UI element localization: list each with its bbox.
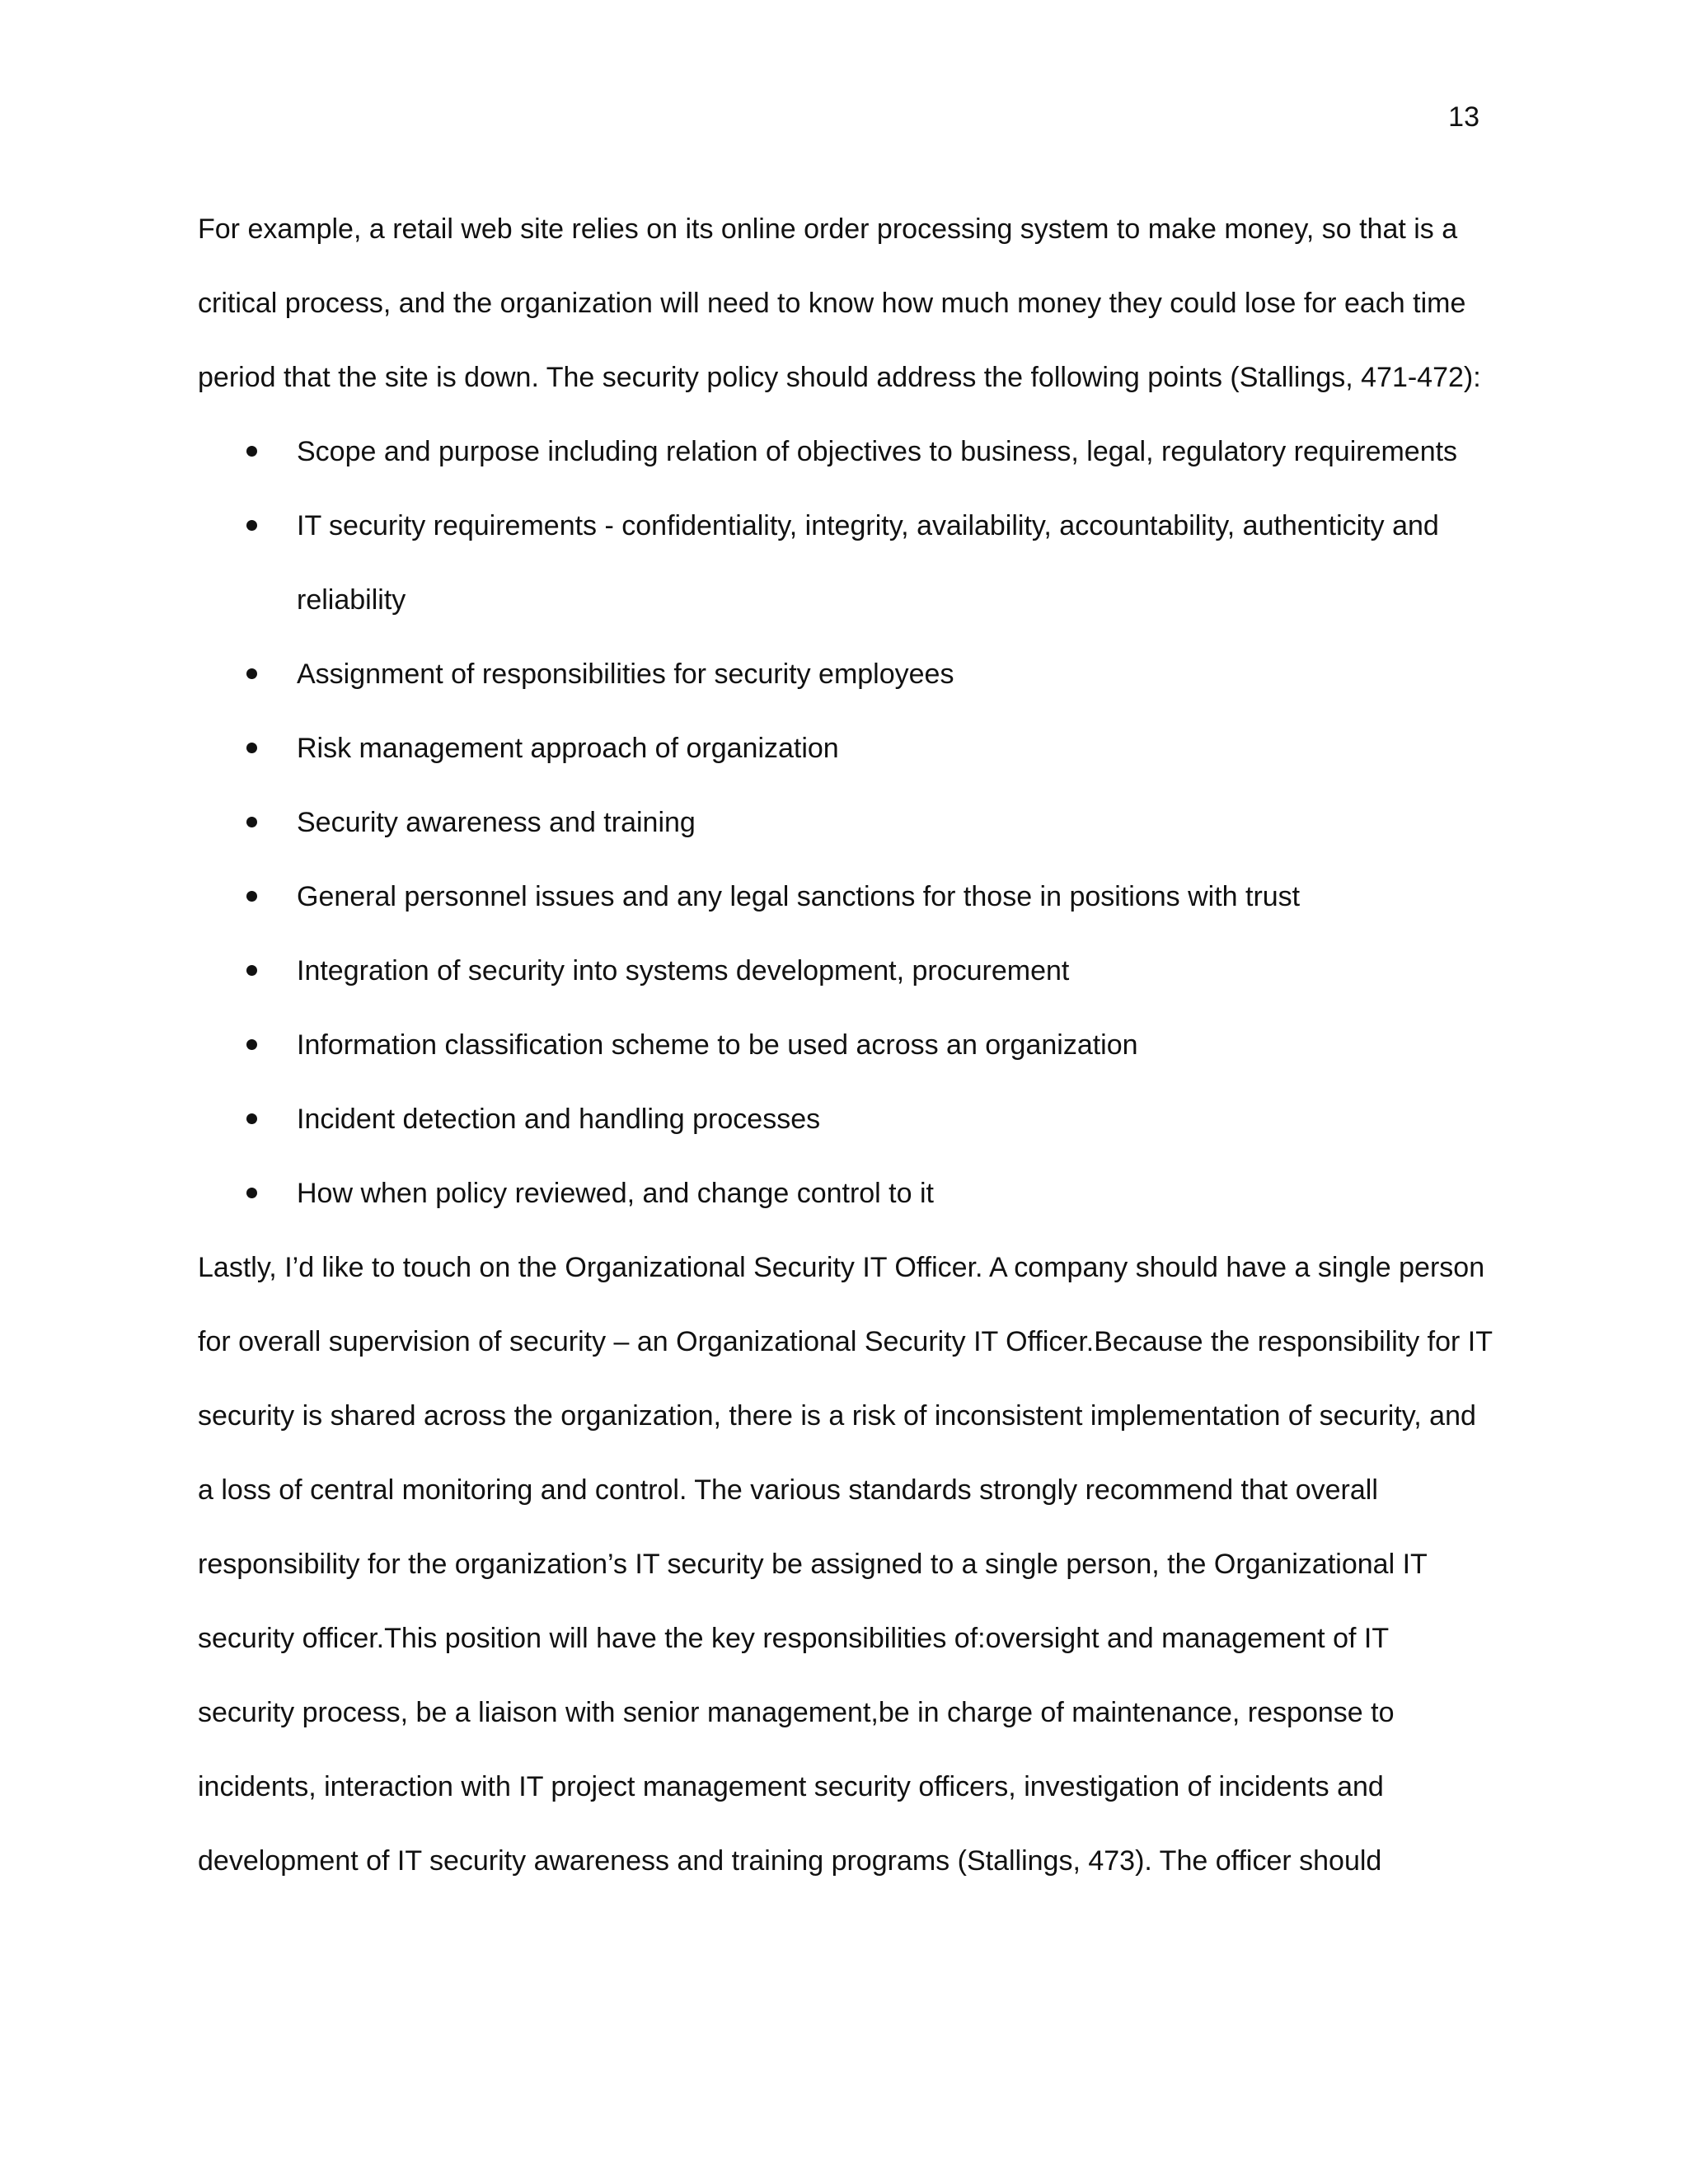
list-item-text: Integration of security into systems development, procurement bbox=[297, 955, 1070, 987]
list-item-text: reliability bbox=[297, 584, 406, 616]
list-item bbox=[198, 637, 1485, 711]
closing-line: Lastly, I’d like to touch on the Organizational Security IT Officer. A company should have a single person bbox=[198, 1252, 1485, 1283]
closing-line: a loss of central monitoring and control. The various standards strongly recommend that overall bbox=[198, 1474, 1378, 1506]
policy-points-list bbox=[198, 415, 1485, 1230]
closing-paragraph bbox=[198, 1230, 1493, 1898]
list-item bbox=[198, 1156, 1485, 1230]
bullet-icon bbox=[246, 446, 257, 457]
list-item-text: Scope and purpose including relation of objectives to business, legal, regulatory requirements bbox=[297, 436, 1458, 467]
intro-line: period that the site is down. The security policy should address the following points (Stallings, 471-472): bbox=[198, 362, 1481, 393]
bullet-icon bbox=[246, 965, 257, 976]
list-item bbox=[198, 1008, 1485, 1082]
closing-line: for overall supervision of security – an Organizational Security IT Officer.Because the responsibility for IT bbox=[198, 1326, 1493, 1357]
closing-line: security process, be a liaison with senior management,be in charge of maintenance, response to bbox=[198, 1697, 1395, 1728]
list-item-text: Security awareness and training bbox=[297, 807, 696, 838]
bullet-icon bbox=[246, 1188, 257, 1198]
list-item bbox=[198, 934, 1485, 1008]
bullet-icon bbox=[246, 891, 257, 902]
list-item-text: Incident detection and handling processes bbox=[297, 1104, 821, 1135]
list-item-text: Risk management approach of organization bbox=[297, 733, 839, 764]
intro-paragraph bbox=[198, 192, 1485, 415]
list-item bbox=[198, 711, 1485, 785]
list-item-text: How when policy reviewed, and change control to it bbox=[297, 1178, 934, 1209]
list-item-text: General personnel issues and any legal sanctions for those in positions with trust bbox=[297, 881, 1301, 912]
closing-line: responsibility for the organization’s IT security be assigned to a single person, the Organizational IT bbox=[198, 1549, 1428, 1580]
bullet-icon bbox=[246, 520, 257, 531]
list-item bbox=[198, 415, 1485, 489]
bullet-icon bbox=[246, 1039, 257, 1050]
bullet-icon bbox=[246, 817, 257, 827]
page-number: 13 bbox=[1448, 101, 1479, 133]
list-item bbox=[198, 1082, 1485, 1156]
list-item bbox=[198, 860, 1485, 934]
intro-line: critical process, and the organization will need to know how much money they could lose for each time bbox=[198, 288, 1466, 319]
list-item-text: IT security requirements - confidentiality, integrity, availability, accountability, authenticity and bbox=[297, 510, 1439, 541]
list-item-text: Information classification scheme to be used across an organization bbox=[297, 1029, 1138, 1061]
closing-line: security officer.This position will have the key responsibilities of:oversight and management of IT bbox=[198, 1623, 1390, 1654]
bullet-icon bbox=[246, 668, 257, 679]
list-item-text: Assignment of responsibilities for security employees bbox=[297, 658, 954, 690]
intro-line: For example, a retail web site relies on its online order processing system to make money, so that is a bbox=[198, 213, 1458, 245]
closing-line: security is shared across the organization, there is a risk of inconsistent implementation of security, and bbox=[198, 1400, 1476, 1432]
closing-line: development of IT security awareness and training programs (Stallings, 473). The officer should bbox=[198, 1845, 1382, 1877]
bullet-icon bbox=[246, 1113, 257, 1124]
closing-line: incidents, interaction with IT project management security officers, investigation of incidents and bbox=[198, 1771, 1384, 1802]
list-item bbox=[198, 785, 1485, 860]
page-content bbox=[198, 192, 1493, 1898]
bullet-icon bbox=[246, 743, 257, 753]
list-item bbox=[198, 489, 1485, 637]
